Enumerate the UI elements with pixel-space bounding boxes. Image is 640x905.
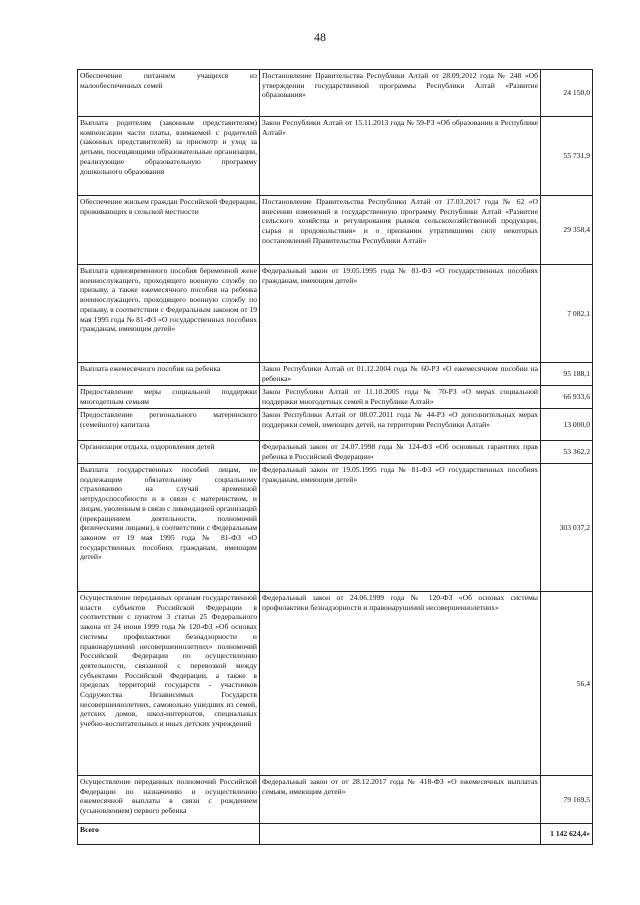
table-row <box>78 409 593 441</box>
amount-cell: 79 169,5 <box>541 776 593 824</box>
program-name: Осуществление переданных полномочий Российской Федерации по назначению и осуществлению ежемесячной выплаты в связи с рождением (усыновлением) первого ребенка <box>78 776 260 824</box>
legal-basis: Постановление Правительства Республики Алтай от 17.03.2017 года № 62 «О внесении изменений в государственную программу Республики Алтай «Развитие сельского хозяйства и регулирования рынков сельскохозяйственной продукции, сырья и продовольствия» и о признании утратившими силу некоторых постановлений Правительства Республики Алтай» <box>260 196 541 265</box>
amount-cell: 13 000,0 <box>541 409 593 441</box>
amount-cell: 303 037,2 <box>541 464 593 592</box>
table-row <box>78 386 593 409</box>
table-row <box>78 70 593 117</box>
table-row <box>78 196 593 265</box>
program-name: Осуществление переданных органам государственной власти субъектов Российской Федерации в соответствии с пунктом 3 статьи 25 Федерального закона от 24 июня 1999 года № 120-ФЗ «Об основах системы профилактики безнадзорности и правонарушений несовершеннолетних» полномочий Российской Федерации по осуществлению деятельности, связанной с перевозкой между субъектами Российской Федерации, а также в пределах территорий государств - участников Содружества Независимых Государств несовершеннолетних, самовольно ушедших из семей, детских домов, школ-интернатов, специальных учебно-воспитательных и иных детских учреждений <box>78 592 260 776</box>
legal-basis: Федеральный закон от 24.07.1998 года № 124-ФЗ «Об основных гарантиях прав ребенка в Российской Федерации» <box>260 441 541 464</box>
program-name: Выплата государственных пособий лицам, не подлежащим обязательному социальному страхованию на случай временной нетрудоспособности и в связи с материнством, и лицам, уволенным в связи с ликвидацией организаций (прекращением деятельности, полномочий физическими лицами), в соответствии с Федеральным законом от 19 мая 1995 года № 81-ФЗ «О государственных пособиях гражданам, имеющим детей» <box>78 464 260 592</box>
table-row <box>78 464 593 592</box>
amount-cell: 55 731,9 <box>541 117 593 196</box>
total-label: Всего <box>78 824 260 845</box>
programs-table <box>77 69 593 845</box>
legal-basis: Закон Республики Алтай от 08.07.2011 года № 44-РЗ «О дополнительных мерах поддержки семей, имеющих детей, на территории Республики Алтай» <box>260 409 541 441</box>
program-name: Выплата родителям (законным представителям) компенсации части платы, взимаемой с родителей (законных представителей) за присмотр и уход за детьми, посещающими образовательные организации, реализующие образовательную программу дошкольного образования <box>78 117 260 196</box>
legal-basis: Федеральный закон от 19.05.1995 года № 81-ФЗ «О государственных пособиях гражданам, имеющим детей» <box>260 464 541 592</box>
legal-basis: Постановление Правительства Республики Алтай от 28.09.2012 года № 248 «Об утверждении государственной программы Республики Алтай «Развитие образования» <box>260 70 541 117</box>
amount-cell: 95 188,1 <box>541 363 593 386</box>
legal-basis: Федеральный закон от 19.05.1995 года № 81-ФЗ «О государственных пособиях гражданам, имеющим детей» <box>260 265 541 363</box>
amount-cell: 7 082,1 <box>541 265 593 363</box>
amount-cell: 29 358,4 <box>541 196 593 265</box>
table-row <box>78 441 593 464</box>
total-basis-empty <box>260 824 541 845</box>
table-row <box>78 117 593 196</box>
legal-basis: Федеральный закон от от 28.12.2017 года № 418-ФЗ «О ежемесячных выплатах семьям, имеющим детей» <box>260 776 541 824</box>
program-name: Организация отдыха, оздоровления детей <box>78 441 260 464</box>
amount-cell: 66 933,6 <box>541 386 593 409</box>
amount-cell: 53 362,2 <box>541 441 593 464</box>
table-row <box>78 265 593 363</box>
program-name: Выплата ежемесячного пособия на ребенка <box>78 363 260 386</box>
program-name: Выплата единовременного пособия беременной жене военнослужащего, проходящего военную службу по призыву, а также ежемесячного пособия на ребенка военнослужащего, проходящего военную службу по призыву, в соответствии с Федеральным законом от 19 мая 1995 года № 81-ФЗ «О государственных пособиях гражданам, имеющим детей» <box>78 265 260 363</box>
legal-basis: Закон Республики Алтай от 01.12.2004 года № 60-РЗ «О ежемесячном пособии на ребенка» <box>260 363 541 386</box>
table-row <box>78 363 593 386</box>
legal-basis: Федеральный закон от 24.06.1999 года № 120-ФЗ «Об основах системы профилактики безнадзорности и правонарушений несовершеннолетних» <box>260 592 541 776</box>
amount-cell: 56,4 <box>541 592 593 776</box>
program-name: Обеспечение жильем граждан Российской Федерации, проживающих в сельской местности <box>78 196 260 265</box>
program-name: Обеспечение питанием учащихся из малообеспеченных семей <box>78 70 260 117</box>
total-amount: 1 142 624,4» <box>541 824 593 845</box>
program-name: Предоставление меры социальной поддержки многодетным семьям <box>78 386 260 409</box>
table-row <box>78 776 593 824</box>
page-number: 48 <box>314 30 326 44</box>
program-name: Предоставление регионального материнского (семейного) капитала <box>78 409 260 441</box>
legal-basis: Закон Республики Алтай от 11.10.2005 года № 70-РЗ «О мерах социальной поддержки многодетных семей в Республике Алтай» <box>260 386 541 409</box>
amount-cell: 24 150,0 <box>541 70 593 117</box>
total-row <box>78 824 593 845</box>
table-row <box>78 592 593 776</box>
legal-basis: Закон Республики Алтай от 15.11.2013 года № 59-РЗ «Об образовании в Республике Алтай» <box>260 117 541 196</box>
